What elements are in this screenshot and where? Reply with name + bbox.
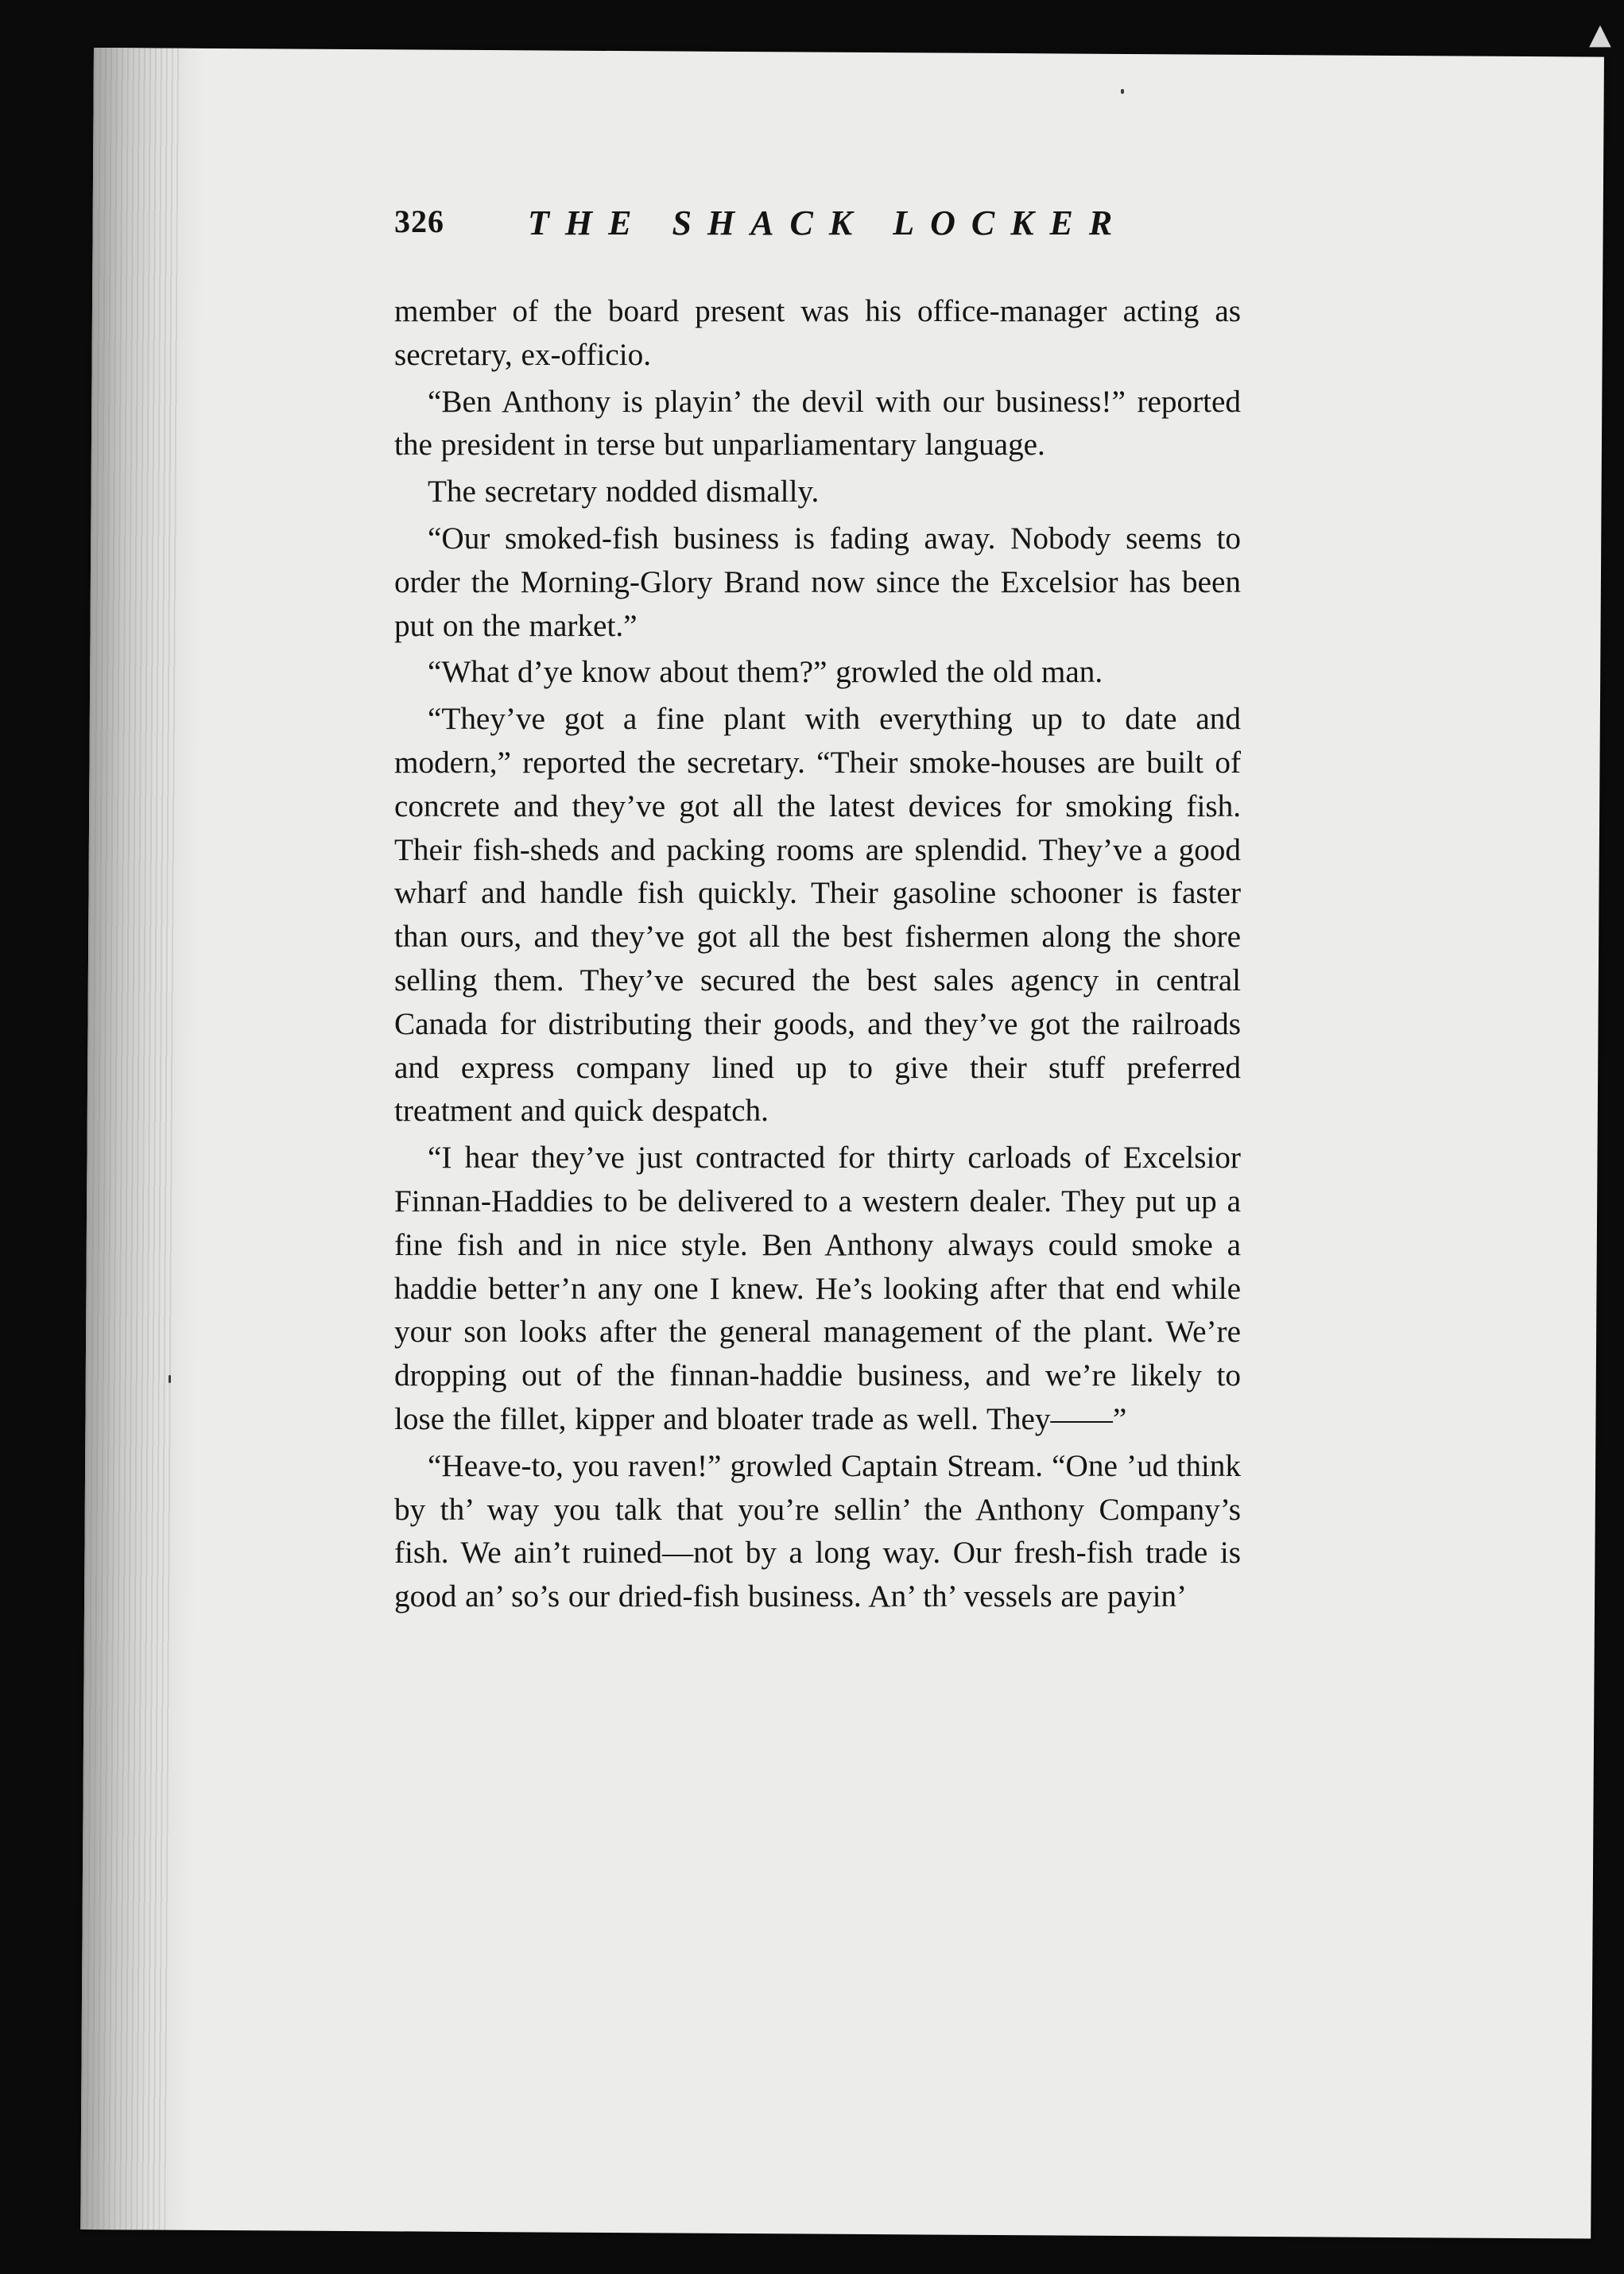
paragraph: “What d’ye know about them?” growled the old man. (428, 655, 1103, 690)
scan-speck (169, 1375, 171, 1383)
body-text (394, 290, 1241, 1622)
paragraph: “Ben Anthony is playin’ the devil with our business!” reported the president in terse but unparliamentary language. (394, 384, 1241, 463)
running-head: THE SHACK LOCKER (528, 203, 1129, 242)
paragraph: “They’ve got a fine plant with everything up to date and modern,” reported the secretary. “Their smoke-houses are built of concrete and they’ve got all the latest devices for smoking fish. Their fish-sheds and packing rooms are splendid. They’ve a good wharf and handle fish quickly. Their gasoline schooner is faster than ours, and they’ve got all the best fishermen along the shore selling them. They’ve secured the best sales agency in central Canada for distributing their goods, and they’ve got the railroads and express company lined up to give their stuff preferred treatment and quick despatch. (394, 702, 1241, 1129)
paragraph: The secretary nodded dismally. (428, 475, 820, 509)
page-header (394, 203, 1237, 250)
corner-mark-icon: ▲ (1589, 18, 1611, 51)
binding-streaks (80, 48, 181, 2230)
paragraph: “Our smoked-fish business is fading away. Nobody seems to order the Morning-Glory Brand now since the Excelsior has been put on the market.” (394, 521, 1241, 643)
page-number: 326 (394, 203, 444, 239)
paragraph: member of the board present was his office-manager acting as secretary, ex-officio. (394, 294, 1241, 372)
paragraph: “I hear they’ve just contracted for thirty carloads of Excelsior Finnan-Haddies to be delivered to a western dealer. They put up a fine fish and in nice style. Ben Anthony always could smoke a haddie better’n any one I knew. He’s looking after that end while your son looks after the general management of the plant. We’re dropping out of the finnan-haddie business, and we’re likely to lose the fillet, kipper and bloater trade as well. They——” (394, 1141, 1241, 1436)
scan-speck (1121, 89, 1124, 94)
paragraph: “Heave-to, you raven!” growled Captain Stream. “One ’ud think by th’ way you talk that you’re sellin’ the Anthony Company’s fish. We ain’t ruined—not by a long way. Our fresh-fish trade is good an’ so’s our dried-fish business. An’ th’ vessels are payin’ (394, 1448, 1241, 1614)
